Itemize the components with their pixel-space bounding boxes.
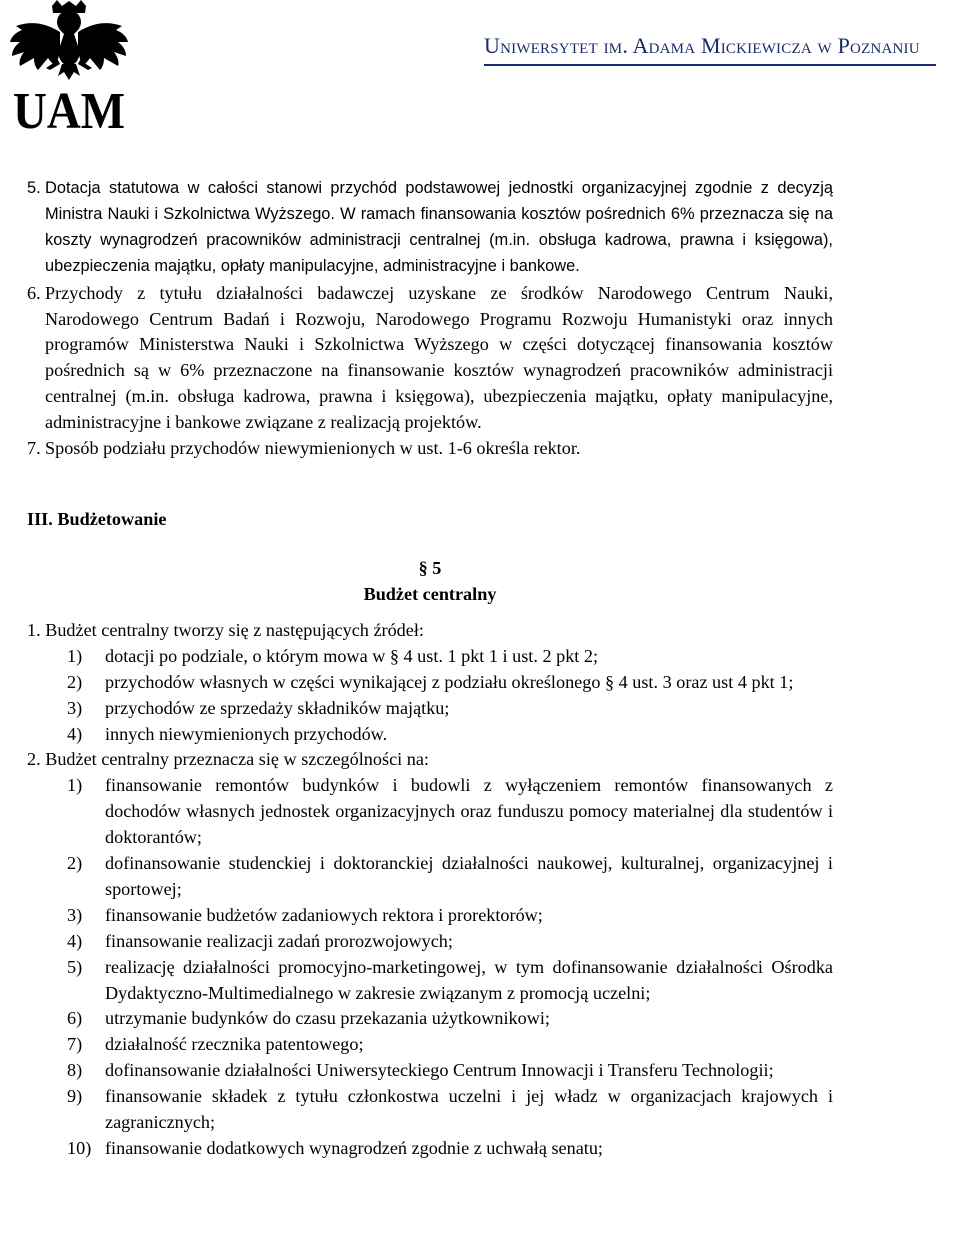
list-item-text: dofinansowanie studenckiej i doktoranckiej działalności naukowej, kulturalnej, organizacyjnej i sportowej; (105, 853, 833, 899)
point-intro: 2. Budżet centralny przeznacza się w szczególności na: (27, 749, 429, 770)
list-item-number: 3) (67, 904, 83, 925)
list-item (27, 929, 833, 955)
list-indent (27, 955, 67, 1007)
list-item (27, 1032, 833, 1058)
list-item-number: 10) (67, 1138, 92, 1158)
paragraph-5 (27, 176, 833, 280)
list-indent (27, 1006, 67, 1032)
section-sign: § 5 (418, 557, 442, 578)
list-indent (27, 670, 67, 696)
list-item (27, 773, 833, 851)
list-item-number: 8) (67, 1060, 83, 1081)
header-divider (484, 64, 936, 66)
list-item-text: innych niewymienionych przychodów. (105, 723, 388, 744)
list-indent (27, 696, 67, 722)
list-indent (27, 1058, 67, 1084)
sources-list (27, 644, 833, 748)
list-item-text: finansowanie realizacji zadań prorozwojowych; (105, 930, 453, 951)
list-item-number: 5) (67, 956, 83, 977)
list-item-number: 4) (67, 930, 83, 951)
list-item-text: finansowanie remontów budynków i budowli z wyłączeniem remontów finansowanych z dochodów własnych jednostek organizacyjnych oraz funduszu pomocy materialnej dla studentów i doktorantów; (105, 775, 833, 848)
list-item-text: działalność rzecznika patentowego; (105, 1034, 364, 1055)
list-indent (27, 773, 67, 851)
paragraph-number: 7. (27, 438, 41, 459)
list-item-number: 6) (67, 1008, 83, 1029)
list-indent (27, 903, 67, 929)
paragraph-number: 5. (27, 179, 41, 197)
list-item-text: utrzymanie budynków do czasu przekazania użytkownikowi; (105, 1008, 550, 1029)
document-body (27, 176, 833, 1162)
list-indent (27, 929, 67, 955)
list-item-text: dotacji po podziale, o którym mowa w § 4 ust. 1 pkt 1 i ust. 2 pkt 2; (105, 645, 599, 666)
paragraph-text: Sposób podziału przychodów niewymienionych w ust. 1-6 określa rektor. (45, 438, 581, 459)
list-item-number: 7) (67, 1034, 83, 1055)
list-item-number: 1) (67, 775, 83, 796)
allocation-list (27, 773, 833, 1162)
point-intro: 1. Budżet centralny tworzy się z następujących źródeł: (27, 619, 424, 640)
list-item (27, 1084, 833, 1136)
list-item-number: 9) (67, 1086, 83, 1107)
point-2 (27, 747, 833, 1162)
list-indent (27, 1032, 67, 1058)
list-indent (27, 851, 67, 903)
paragraph-6 (27, 281, 833, 436)
list-item (27, 1058, 833, 1084)
list-item-number: 3) (67, 697, 83, 718)
list-item-text: finansowanie dodatkowych wynagrodzeń zgodnie z uchwałą senatu; (105, 1138, 603, 1158)
paragraph-text: Przychody z tytułu działalności badawczej uzyskane ze środków Narodowego Centrum Nauki, Narodowego Centrum Badań i Rozwoju, Narodowego Programu Rozwoju Humanistyki oraz innych programów Ministerstwa Nauki i Szkolnictwa Wyższego w części dotyczącej finansowania kosztów pośrednich są w 6% przeznaczone na finansowanie kosztów wynagrodzeń pracowników administracji centralnej (m.in. obsługa kadrowa, prawna i księgowa), ubezpieczenia majątku, opłaty manipulacyjne, administracyjne i bankowe związane z realizacją projektów. (45, 282, 833, 433)
list-item (27, 670, 833, 696)
list-item (27, 903, 833, 929)
paragraph-text: Dotacja statutowa w całości stanowi przychód podstawowej jednostki organizacyjnej zgodnie z decyzją Ministra Nauki i Szkolnictwa Wyższego. W ramach finansowania kosztów pośrednich 6% przeznacza się na koszty wynagrodzeń pracowników administracji centralnej (m.in. obsługa kadrowa, prawna i księgowa), ubezpieczenia majątku, opłaty manipulacyjne, administracyjne i bankowe. (45, 179, 833, 275)
list-item-text: realizację działalności promocyjno-marketingowej, w tym dofinansowanie działalności Ośrodka Dydaktyczno-Multimedialnego w zakresie związanym z promocją uczelni; (105, 956, 833, 1003)
section-title: Budżet centralny (363, 583, 497, 604)
list-indent (27, 722, 67, 748)
list-item-text: przychodów własnych w części wynikającej z podziału określonego § 4 ust. 3 oraz ust 4 pkt 1; (105, 671, 794, 692)
university-name: Uniwersytet im. Adama Mickiewicza w Poznaniu (484, 33, 920, 58)
list-item-number: 2) (67, 671, 83, 692)
list-item (27, 644, 833, 670)
list-item-text: finansowanie budżetów zadaniowych rektora i prorektorów; (105, 904, 543, 925)
logo-wordmark: UAM (13, 83, 125, 135)
list-item-number: 2) (67, 853, 83, 874)
list-item-text: przychodów ze sprzedaży składników majątku; (105, 697, 450, 718)
list-item (27, 1006, 833, 1032)
list-item (27, 1136, 833, 1162)
chapter-heading: III. Budżetowanie (27, 508, 167, 529)
point-1 (27, 618, 833, 748)
list-item (27, 696, 833, 722)
list-item-number: 4) (67, 723, 83, 744)
list-indent (27, 1136, 67, 1162)
list-item-text: dofinansowanie działalności Uniwersyteckiego Centrum Innowacji i Transferu Technologii; (105, 1060, 774, 1081)
list-indent (27, 1084, 67, 1136)
uam-eagle-logo (8, 0, 130, 135)
list-item (27, 955, 833, 1007)
list-indent (27, 644, 67, 670)
paragraph-number: 6. (27, 282, 41, 303)
paragraph-7 (27, 436, 833, 462)
list-item-number: 1) (67, 645, 83, 666)
list-item (27, 722, 833, 748)
list-item (27, 851, 833, 903)
list-item-text: finansowanie składek z tytułu członkostwa uczelni i jej władz w organizacjach krajowych i zagranicznych; (105, 1086, 833, 1133)
